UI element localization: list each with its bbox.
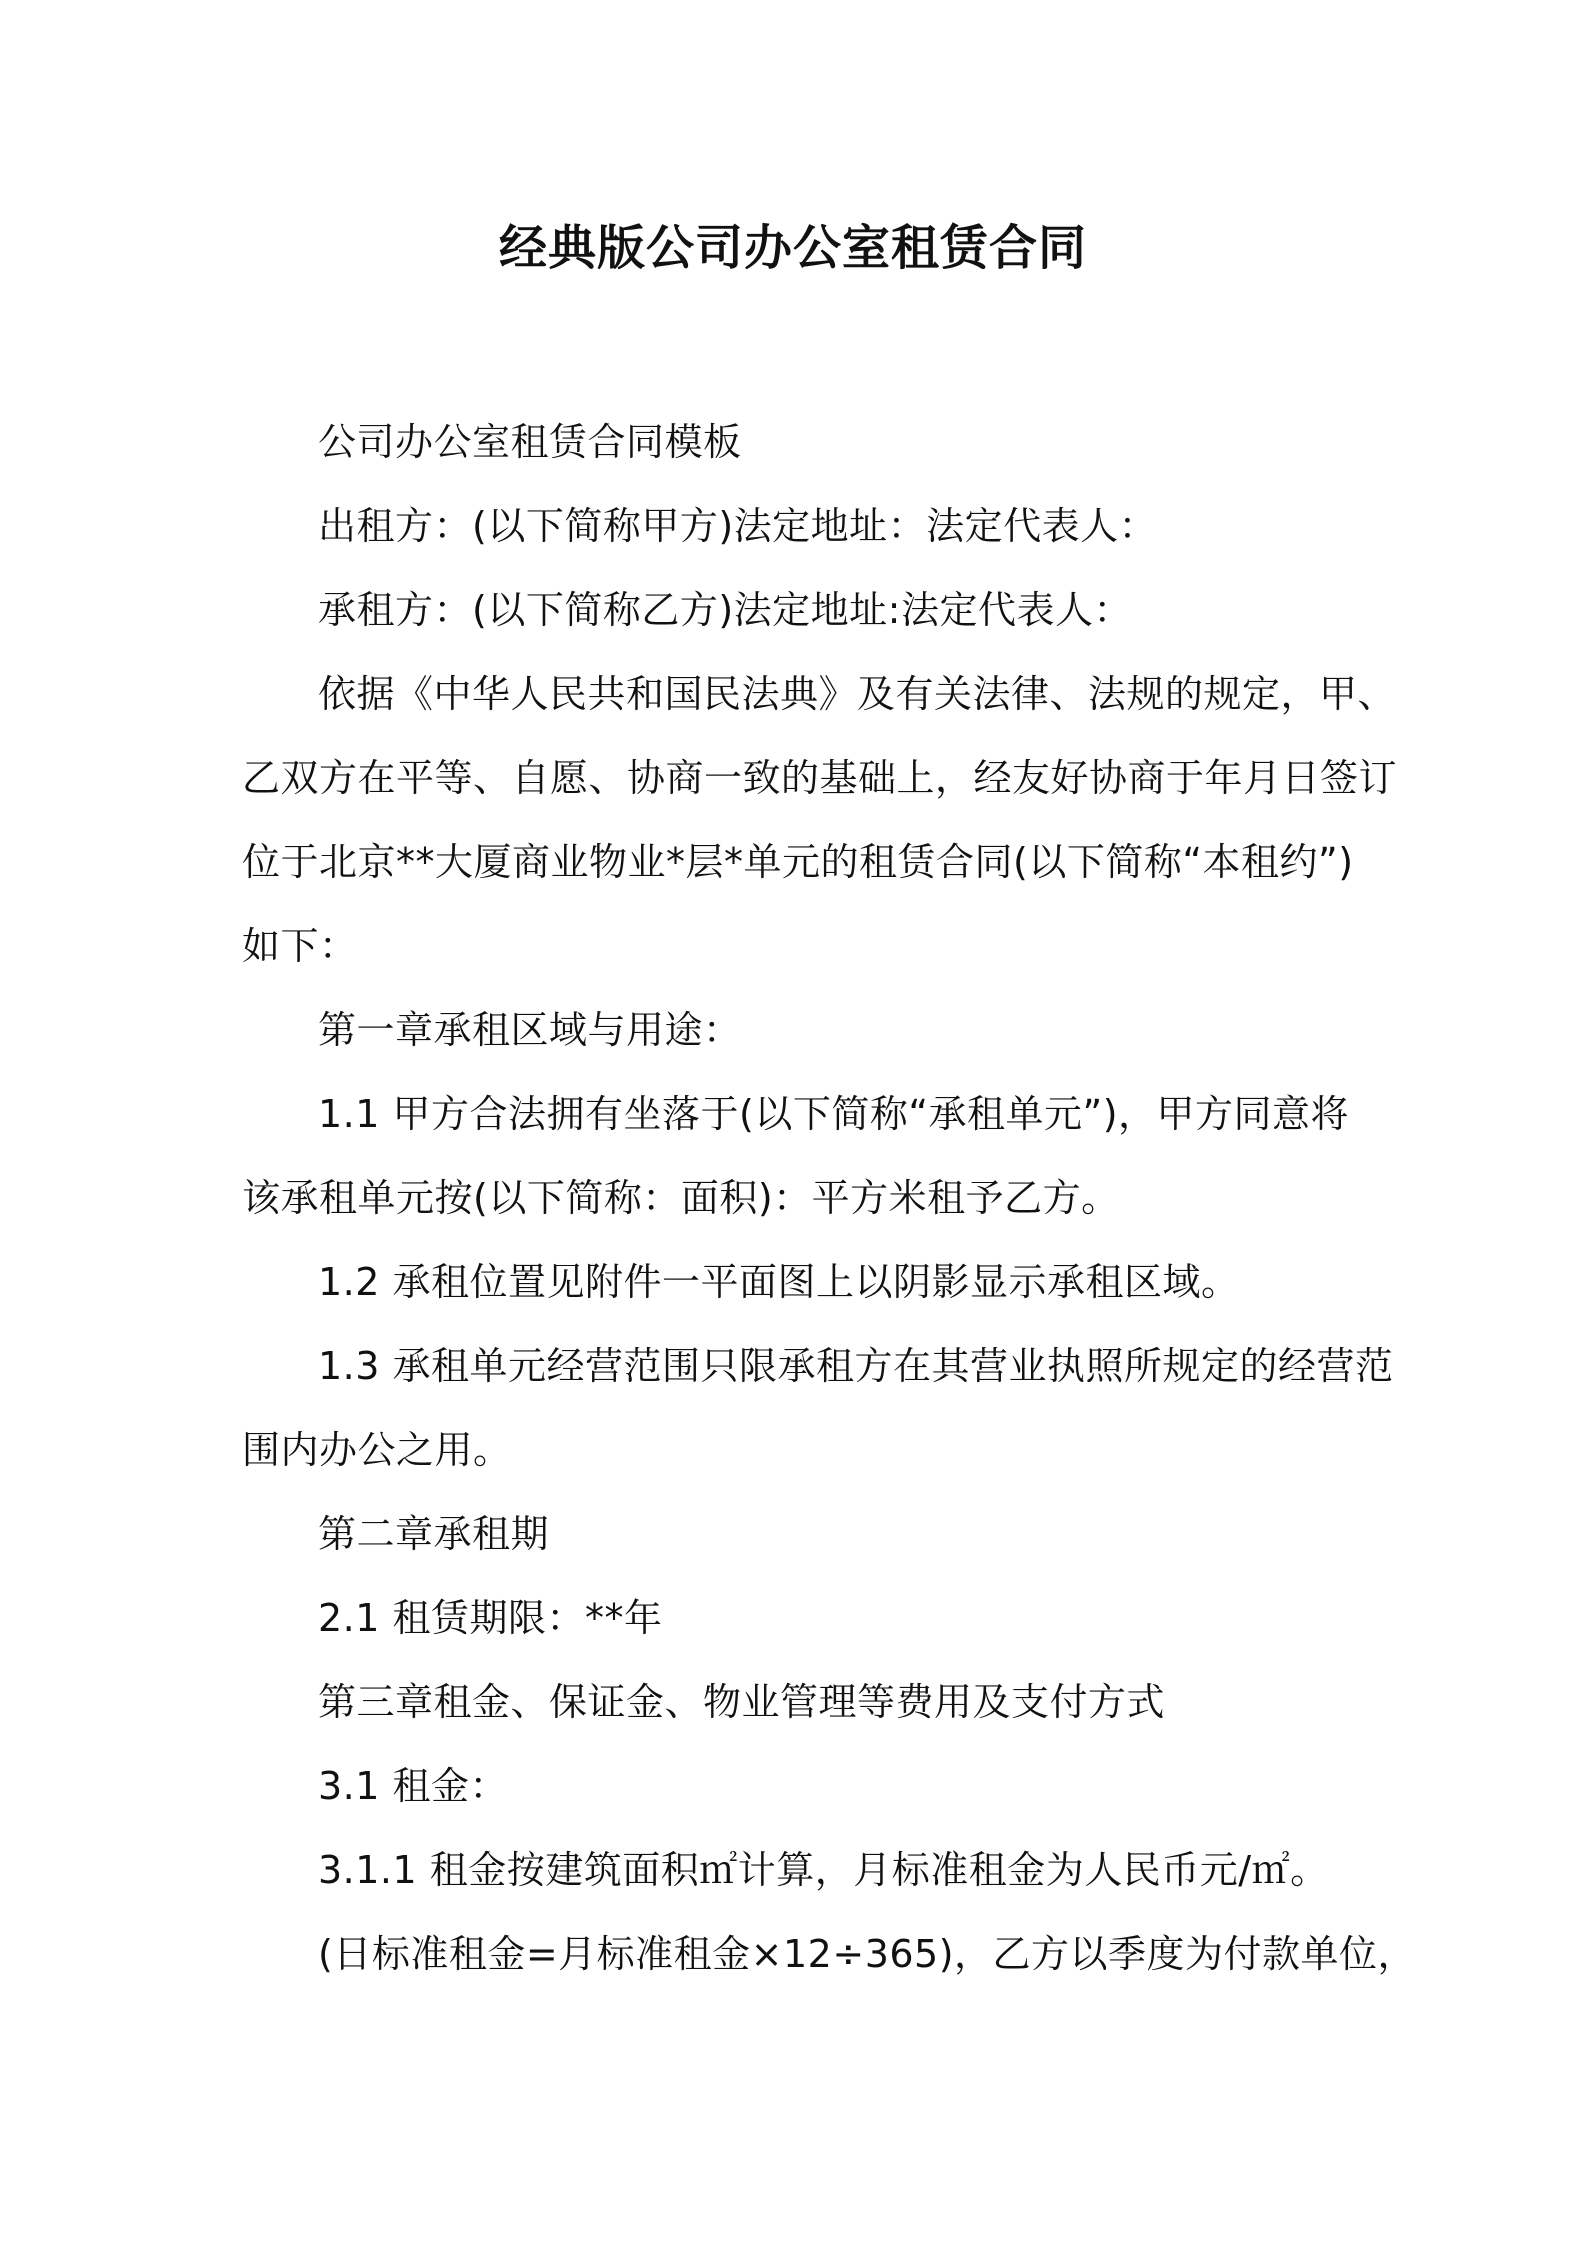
document-title: 经典版公司办公室租赁合同	[498, 220, 1087, 276]
clause-1-1-line-2: 该承租单元按(以下简称：面积)：平方米租予乙方。	[242, 1176, 1120, 1220]
clause-1-1-line-1: 1.1 甲方合法拥有坐落于(以下简称“承租单元”)，甲方同意将	[318, 1092, 1350, 1136]
lessor-line: 出租方：(以下简称甲方)法定地址：法定代表人：	[318, 504, 1158, 548]
chapter-3-heading: 第三章租金、保证金、物业管理等费用及支付方式	[318, 1680, 1166, 1724]
chapter-2-heading: 第二章承租期	[318, 1512, 550, 1556]
clause-1-2: 1.2 承租位置见附件一平面图上以阴影显示承租区域。	[318, 1260, 1240, 1304]
preamble-line-3: 位于北京**大厦商业物业*层*单元的租赁合同(以下简称“本租约”)	[242, 840, 1354, 884]
clause-1-3-line-1: 1.3 承租单元经营范围只限承租方在其营业执照所规定的经营范	[318, 1344, 1394, 1388]
preamble-line-2: 乙双方在平等、自愿、协商一致的基础上，经友好协商于年月日签订	[242, 756, 1398, 800]
clause-3-1: 3.1 租金：	[318, 1764, 509, 1808]
template-heading: 公司办公室租赁合同模板	[318, 420, 742, 464]
chapter-1-heading: 第一章承租区域与用途：	[318, 1008, 742, 1052]
clause-3-1-1: 3.1.1 租金按建筑面积㎡计算，月标准租金为人民币元/㎡。	[318, 1848, 1329, 1892]
document-body	[242, 400, 1417, 1996]
lessee-line: 承租方：(以下简称乙方)法定地址:法定代表人：	[318, 588, 1132, 632]
preamble-line-1: 依据《中华人民共和国民法典》及有关法律、法规的规定，甲、	[318, 672, 1397, 716]
preamble-line-4: 如下：	[242, 924, 358, 968]
clause-3-1-1-continued: (日标准租金=月标准租金×12÷365)，乙方以季度为付款单位，	[318, 1932, 1417, 1976]
clause-1-3-line-2: 围内办公之用。	[242, 1428, 512, 1472]
clause-2-1: 2.1 租赁期限：**年	[318, 1596, 663, 1640]
